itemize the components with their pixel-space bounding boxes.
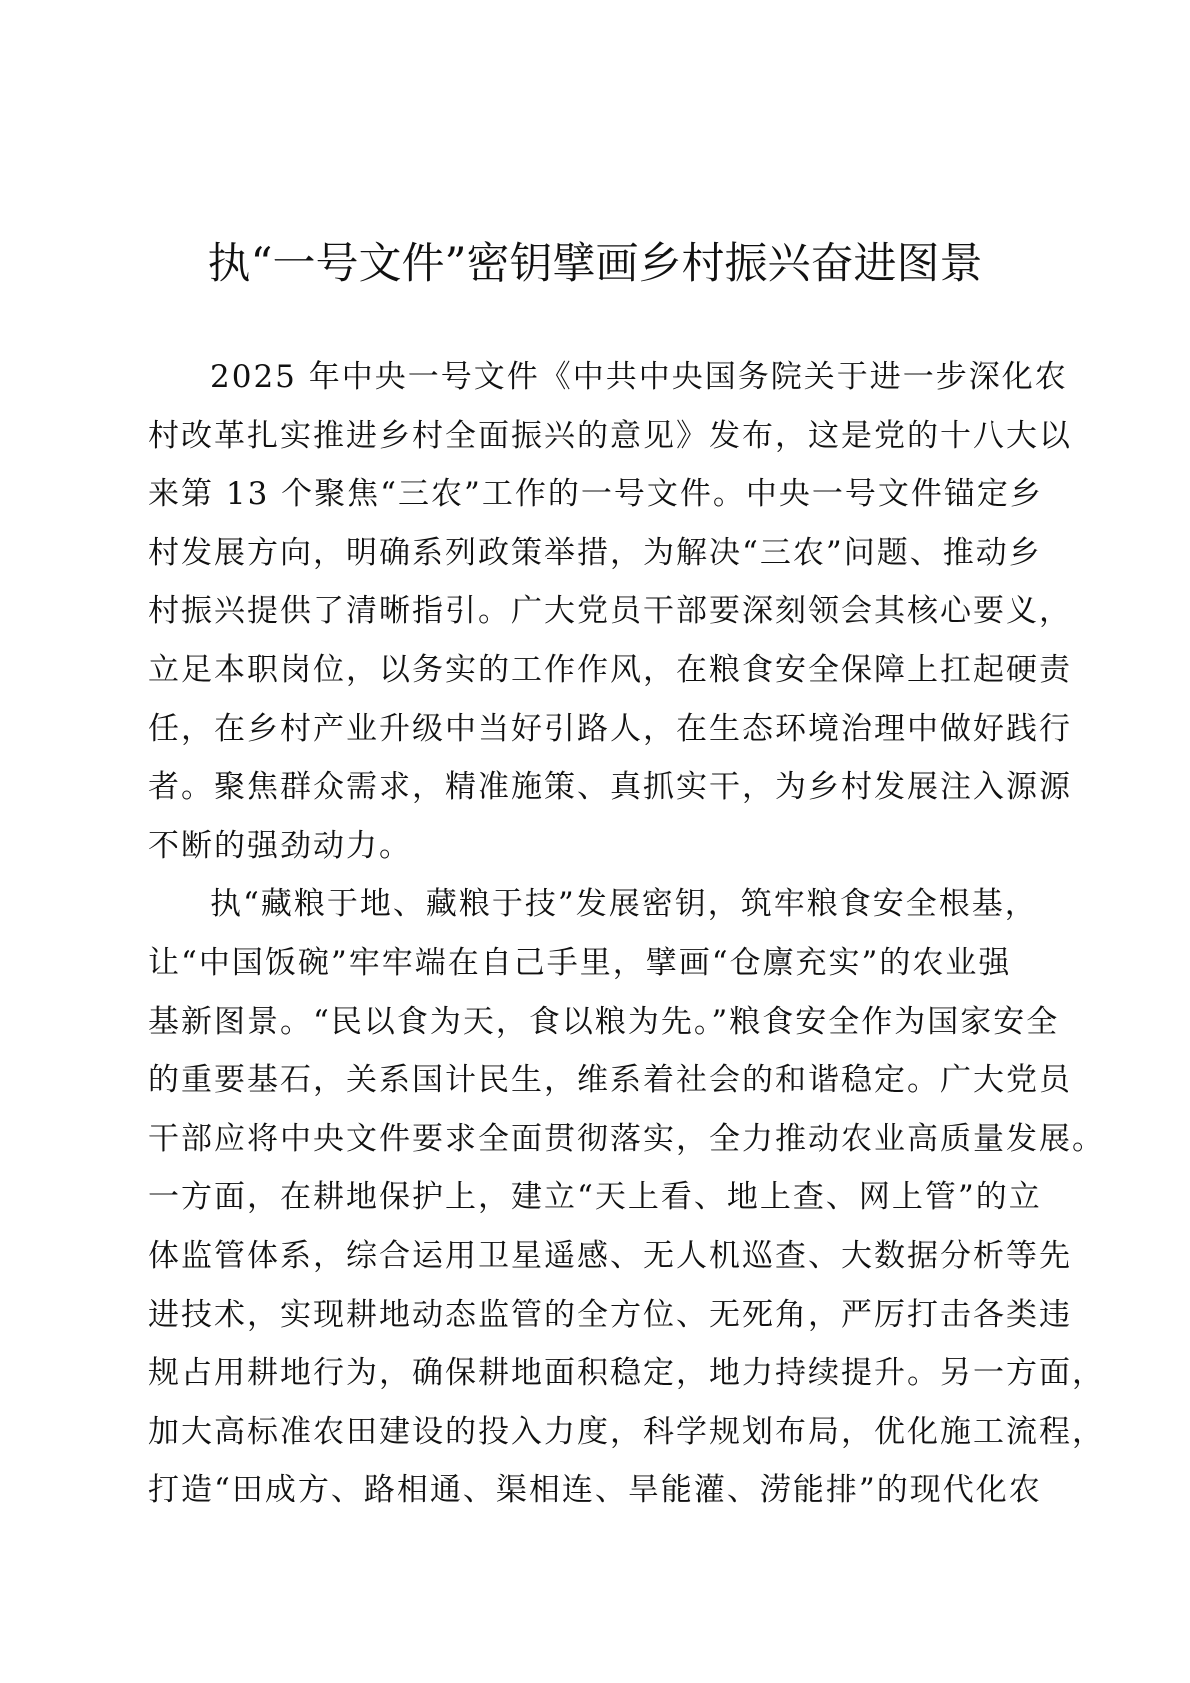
paragraph-2-line-11: 打造“田成方、路相通、渠相连、旱能灌、涝能排”的现代化农 bbox=[148, 1472, 1042, 1509]
paragraph-1-line-3: 来第 13 个聚焦“三农”工作的一号文件。中央一号文件锚定乡 bbox=[148, 476, 1043, 513]
paragraph-2-line-3: 基新图景。“民以食为天，食以粮为先。”粮食安全作为国家安全 bbox=[148, 1003, 1060, 1040]
paragraph-1-line-1: 2025 年中央一号文件《中共中央国务院关于进一步深化农 bbox=[210, 359, 1068, 395]
paragraph-1-line-7: 任，在乡村产业升级中当好引路人，在生态环境治理中做好践行 bbox=[148, 710, 1072, 747]
paragraph-1-line-9: 不断的强劲动力。 bbox=[148, 827, 412, 864]
paragraph-1-line-2: 村改革扎实推进乡村全面振兴的意见》发布，这是党的十八大以 bbox=[148, 417, 1072, 454]
paragraph-2-line-10: 加大高标准农田建设的投入力度，科学规划布局，优化施工流程， bbox=[148, 1413, 1105, 1450]
paragraph-1-line-5: 村振兴提供了清晰指引。广大党员干部要深刻领会其核心要义， bbox=[148, 593, 1072, 630]
paragraph-1-line-4: 村发展方向，明确系列政策举措，为解决“三农”问题、推动乡 bbox=[148, 534, 1042, 571]
paragraph-2-line-7: 体监管体系，综合运用卫星遥感、无人机巡查、大数据分析等先 bbox=[148, 1237, 1072, 1274]
paragraph-2-line-6: 一方面，在耕地保护上，建立“天上看、地上查、网上管”的立 bbox=[148, 1179, 1042, 1216]
paragraph-2-line-5: 干部应将中央文件要求全面贯彻落实，全力推动农业高质量发展。 bbox=[148, 1120, 1105, 1157]
paragraph-2-line-9: 规占用耕地行为，确保耕地面积稳定，地力持续提升。另一方面， bbox=[148, 1355, 1105, 1392]
paragraph-2-line-8: 进技术，实现耕地动态监管的全方位、无死角，严厉打击各类违 bbox=[148, 1296, 1072, 1333]
paragraph-2-line-4: 的重要基石，关系国计民生，维系着社会的和谐稳定。广大党员 bbox=[148, 1062, 1072, 1099]
paragraph-1-line-6: 立足本职岗位，以务实的工作作风，在粮食安全保障上扛起硬责 bbox=[148, 651, 1072, 688]
paragraph-1-line-8: 者。聚焦群众需求，精准施策、真抓实干，为乡村发展注入源源 bbox=[148, 769, 1072, 806]
document-body bbox=[148, 348, 1105, 1520]
paragraph-2-line-2: 让“中国饭碗”牢牢端在自己手里，擘画“仓廪充实”的农业强 bbox=[148, 944, 1012, 981]
paragraph-2-line-1: 执“藏粮于地、藏粮于技”发展密钥，筑牢粮食安全根基， bbox=[210, 886, 1038, 923]
document-title: 执“一号文件”密钥擘画乡村振兴奋进图景 bbox=[207, 238, 983, 289]
